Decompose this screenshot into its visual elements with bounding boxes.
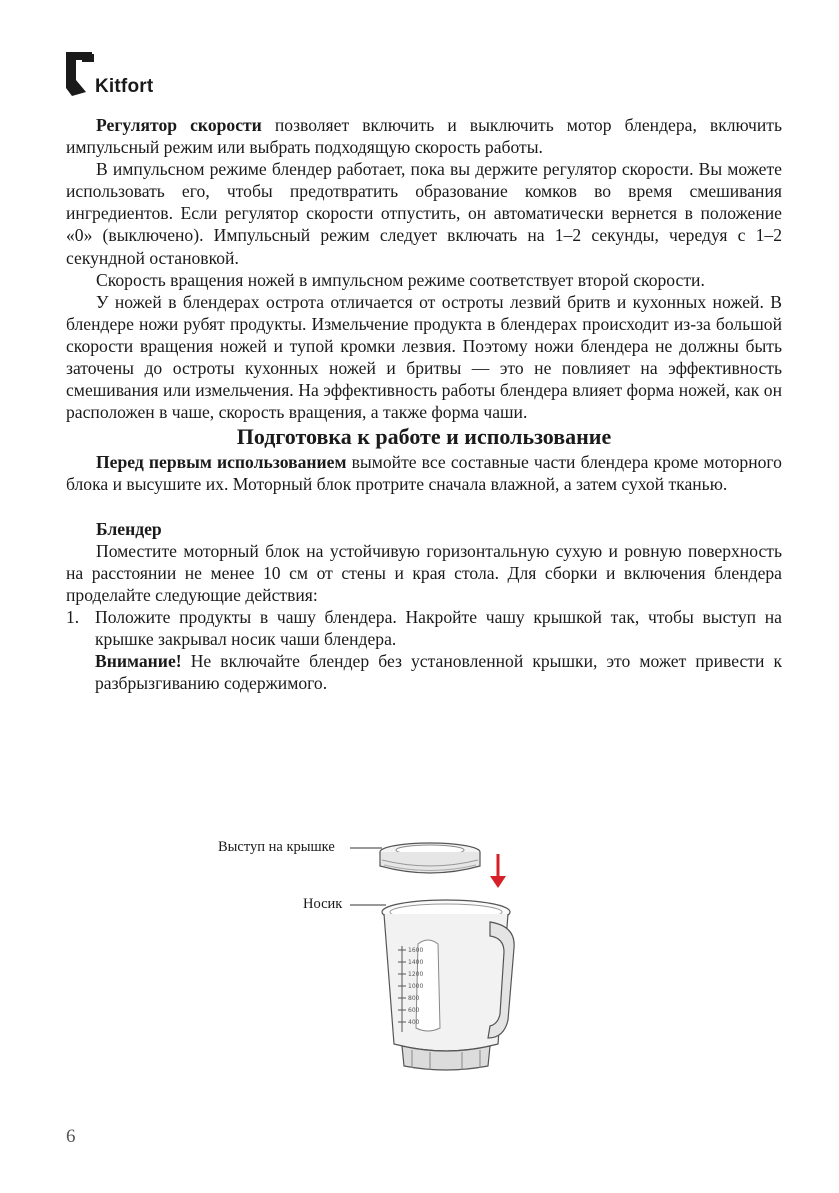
page-number: 6 <box>66 1126 76 1147</box>
paragraph-pulse-mode: В импульсном режиме блендер работает, пока вы держите регулятор скорости. Вы можете использовать его, чтобы предотвратить образование комков во время смешивания ингредиентов. Если регулятор скорости отпустить, он автоматически вернется в положение «0» (выключено). Импульсный режим следует включать на 1–2 секунды, чередуя с 1–2 секундной остановкой. <box>66 159 782 268</box>
scale-mark: 400 <box>408 1019 420 1026</box>
blender-illustration <box>190 830 530 1090</box>
callout-lid-label: Выступ на крышке <box>218 839 335 855</box>
callout-spout-label: Носик <box>303 896 343 912</box>
lid <box>380 843 480 873</box>
paragraph-pulse-speed: Скорость вращения ножей в импульсном режиме соответствует второй скорости. <box>96 269 705 290</box>
scale-mark: 1000 <box>408 983 424 990</box>
scale-mark: 800 <box>408 995 420 1002</box>
scale-mark: 1200 <box>408 971 424 978</box>
blender-jar-figure <box>190 830 530 1090</box>
document-body <box>66 114 782 694</box>
paragraph-first-use: Перед первым использованием вымойте все составные части блендера кроме моторного блока и высушите их. Моторный блок протрите сначала влажной, а затем сухой тканью. <box>66 452 782 495</box>
down-arrow-icon <box>490 854 506 888</box>
brand-name: Kitfort <box>95 76 154 97</box>
paragraph-speed-regulator: Регулятор скорости позволяет включить и выключить мотор блендера, включить импульсный режим или выбрать подходящую скорость работы. <box>66 115 782 158</box>
speed-regulator-term: Регулятор скорости <box>96 115 262 135</box>
paragraph-blades: У ножей в блендерах острота отличается от остроты лезвий бритв и кухонных ножей. В блендере ножи рубят продукты. Измельчение продукта в блендерах происходит из-за большой скорости вращения ножей и тупой кромки лезвия. Поэтому ножи блендера не должны быть заточены до остроты кухонных ножей и бритвы — это не повлияет на эффективность смешивания или измельчения. На эффективность работы блендера влияет форма ножей, как он расположен в чаше, скорость вращения, а также форма чаши. <box>66 291 782 423</box>
warning-text: Внимание! Не включайте блендер без установленной крышки, это может привести к разбрызгиванию содержимого. <box>95 651 782 694</box>
jar <box>382 900 514 1070</box>
step-1-text: Положите продукты в чашу блендера. Накройте чашу крышкой так, чтобы выступ на крышке закрывал носик чаши блендера. <box>95 606 782 649</box>
scale-mark: 600 <box>408 1007 420 1014</box>
section-title: Подготовка к работе и использование <box>236 424 612 450</box>
blender-heading: Блендер <box>96 518 162 539</box>
step-1 <box>66 606 782 694</box>
scale-mark: 1400 <box>408 959 424 966</box>
step-number: 1. <box>66 606 80 627</box>
paragraph-blender-setup: Поместите моторный блок на устойчивую горизонтальную сухую и ровную поверхность на расстоянии не менее 10 см от стены и края стола. Для сборки и включения блендера проделайте следующие действия: <box>66 540 782 605</box>
scale-mark: 1600 <box>408 947 424 954</box>
